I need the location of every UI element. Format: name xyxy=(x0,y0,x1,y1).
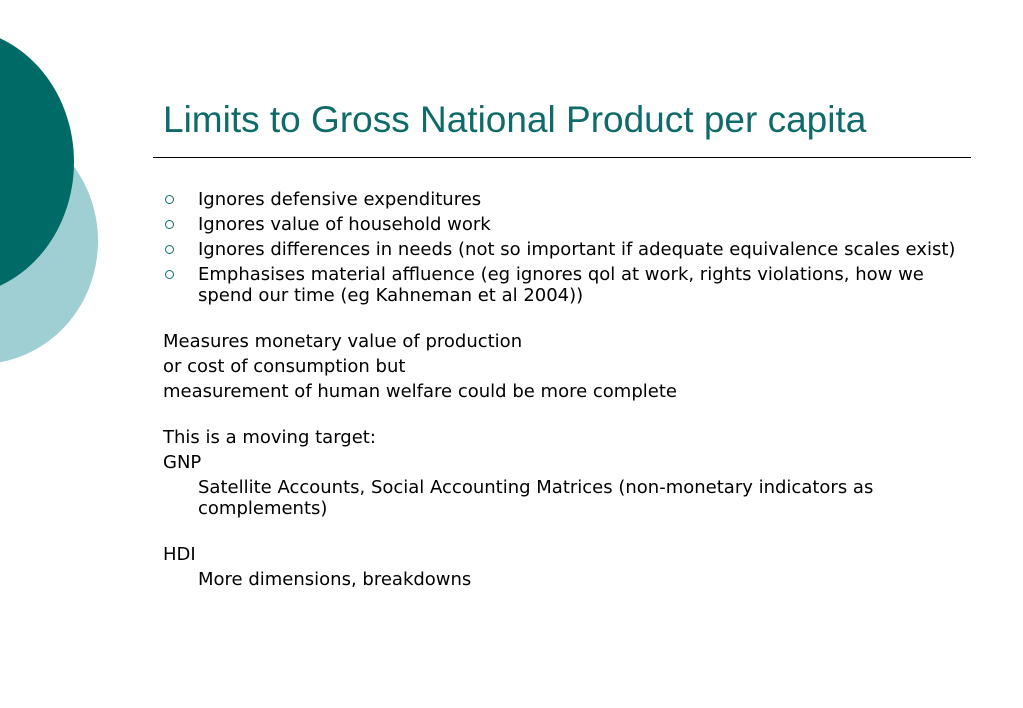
bullet-list xyxy=(163,189,973,306)
bullet-text: Ignores value of household work xyxy=(198,214,491,235)
hollow-bullet-icon xyxy=(165,270,174,279)
gnp-detail: Satellite Accounts, Social Accounting Matrices (non-monetary indicators as complements) xyxy=(198,477,874,519)
bullet-item xyxy=(163,214,973,235)
bullet-text: Emphasises material affluence (eg ignores qol at work, rights violations, how we spend our time (eg Kahneman et al 2004)) xyxy=(198,264,924,306)
hdi-detail: More dimensions, breakdowns xyxy=(198,569,472,590)
spacer xyxy=(163,310,973,331)
paragraph-line: measurement of human welfare could be more complete xyxy=(163,381,677,402)
hollow-bullet-icon xyxy=(165,220,174,229)
spacer xyxy=(163,523,973,544)
bullet-item xyxy=(163,264,973,306)
paragraph-line: Measures monetary value of production xyxy=(163,331,523,352)
gnp-label: GNP xyxy=(163,452,202,473)
title-divider xyxy=(153,157,971,158)
paragraph-line: or cost of consumption but xyxy=(163,356,406,377)
slide-title: Limits to Gross National Product per capita xyxy=(163,99,867,140)
moving-target-intro: This is a moving target: xyxy=(163,427,376,448)
spacer xyxy=(163,406,973,427)
hollow-bullet-icon xyxy=(165,195,174,204)
hollow-bullet-icon xyxy=(165,245,174,254)
bullet-text: Ignores differences in needs (not so important if adequate equivalence scales exist) xyxy=(198,239,956,260)
bullet-item xyxy=(163,189,973,210)
hdi-label: HDI xyxy=(163,544,196,565)
slide-content xyxy=(163,189,973,594)
bullet-text: Ignores defensive expenditures xyxy=(198,189,482,210)
bullet-item xyxy=(163,239,973,260)
